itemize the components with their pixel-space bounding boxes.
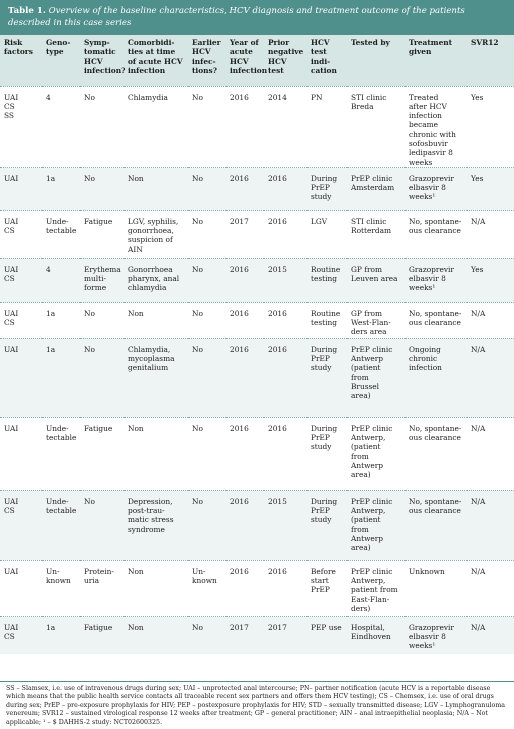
table-cell: Un- known [188,560,226,616]
table-cell: UAI CS [0,210,42,258]
table-cell: No [188,258,226,302]
table-cell: Unde- tectable [42,210,80,258]
table-cell: N/A [467,338,514,417]
table-cell: N/A [467,490,514,560]
table-cell: 2017 [264,616,307,654]
table-cell: Chlamydia, mycoplasma genitalium [124,338,188,417]
table-cell: GP from West-Flan- ders area [347,302,405,338]
table-cell: 2016 [226,490,264,560]
table-cell: Routine testing [307,302,347,338]
table-cell: During PrEP study [307,417,347,490]
table-cell: PrEP clinic Antwerp, (patient from Antwerp area) [347,490,405,560]
column-header: Risk factors [0,35,42,86]
column-header: Earlier HCV infec- tions? [188,35,226,86]
table-cell: UAI CS [0,490,42,560]
table-cell: 2016 [226,560,264,616]
table-caption [0,0,514,35]
table-cell: PN [307,86,347,167]
table-cell: Yes [467,86,514,167]
table-cell: 4 [42,258,80,302]
table-cell: N/A [467,560,514,616]
table-cell: 2016 [226,258,264,302]
table-cell: Unknown [405,560,467,616]
column-header: Symp- tomatic HCV infection? [80,35,124,86]
table-cell: No [188,417,226,490]
table-cell: Grazoprevir elbasvir 8 weeks¹ [405,167,467,210]
table-cell: Chlamydia [124,86,188,167]
table-cell: LGV, syphilis, gonorrhoea, suspicion of AIN [124,210,188,258]
table-cell: Grazoprevir elbasvir 8 weeks¹ [405,616,467,654]
table-cell: PrEP clinic Amsterdam [347,167,405,210]
table-row [0,616,514,654]
table-cell: 2016 [264,560,307,616]
table-cell: No [188,338,226,417]
table-cell: Ongoing chronic infection [405,338,467,417]
table-cell: STI clinic Rotterdam [347,210,405,258]
column-header: Tested by [347,35,405,86]
column-header: Year of acute HCV infection [226,35,264,86]
table-cell: UAI [0,338,42,417]
table-cell: No, spontane- ous clearance [405,417,467,490]
table-cell: 2016 [264,417,307,490]
table-cell: GP from Leuven area [347,258,405,302]
table-cell: 2017 [226,616,264,654]
table-cell: 2016 [264,302,307,338]
table-cell: 2015 [264,490,307,560]
table-cell: 2016 [226,86,264,167]
table-cell: 2016 [226,417,264,490]
table-cell: STI clinic Breda [347,86,405,167]
table-cell: Yes [467,167,514,210]
table-cell: Non [124,302,188,338]
table-cell: Non [124,417,188,490]
table-cell: 1a [42,167,80,210]
table-cell: No [80,490,124,560]
table-cell: No [188,490,226,560]
table-cell: No, spontane- ous clearance [405,490,467,560]
table-row [0,302,514,338]
table-cell: 4 [42,86,80,167]
table-cell: PrEP clinic Antwerp, patient from East-Flan- ders) [347,560,405,616]
table-row [0,490,514,560]
table-cell: UAI CS [0,616,42,654]
table-cell: N/A [467,616,514,654]
table-cell: UAI [0,417,42,490]
table-cell: Non [124,616,188,654]
table-cell: 2015 [264,258,307,302]
table-cell: PrEP clinic Antwerp, (patient from Antwerp area) [347,417,405,490]
table-cell: Protein- uria [80,560,124,616]
table-cell: Erythema multi- forme [80,258,124,302]
table-row [0,417,514,490]
table-cell: Un- known [42,560,80,616]
table-cell: Grazoprevir elbasvir 8 weeks¹ [405,258,467,302]
table-cell: During PrEP study [307,338,347,417]
caption-text: Overview of the baseline characteristics, HCV diagnosis and treatment outcome of the patients described in this case series [8,6,465,28]
table-cell: No, spontane- ous clearance [405,210,467,258]
table-cell: 1a [42,616,80,654]
table-cell: UAI CS [0,302,42,338]
patients-table [0,35,514,654]
table-cell: Non [124,560,188,616]
table-cell: Non [124,167,188,210]
table-cell: Treated after HCV infection became chronic with sofosbuvir ledipasvir 8 weeks [405,86,467,167]
column-header: Geno- type [42,35,80,86]
table-cell: Routine testing [307,258,347,302]
table-cell: UAI CS [0,258,42,302]
table-cell: 2016 [226,302,264,338]
table-row [0,86,514,167]
table-cell: No [188,302,226,338]
table-cell: No [80,302,124,338]
column-header: Treatment given [405,35,467,86]
table-cell: Before start PrEP [307,560,347,616]
table-row [0,338,514,417]
table-row [0,167,514,210]
table-cell: 1a [42,338,80,417]
table-cell: Hospital, Eindhoven [347,616,405,654]
table-cell: 2017 [226,210,264,258]
table-cell: LGV [307,210,347,258]
table-cell: 2014 [264,86,307,167]
table-cell: UAI [0,167,42,210]
table-cell: UAI CS SS [0,86,42,167]
table-cell: 2016 [264,167,307,210]
table-cell: 1a [42,302,80,338]
table-cell: Unde- tectable [42,490,80,560]
table-cell: 2016 [226,167,264,210]
table-cell: No [188,167,226,210]
table-cell: No [80,167,124,210]
table-cell: Fatigue [80,210,124,258]
table-cell: No [188,616,226,654]
table-header-row [0,35,514,86]
table-cell: 2016 [226,338,264,417]
table-cell: PEP use [307,616,347,654]
table-cell: 2016 [264,210,307,258]
table-cell: Unde- tectable [42,417,80,490]
table-cell: Depression, post-trau- matic stress syndrome [124,490,188,560]
table-row [0,210,514,258]
table-cell: No [80,86,124,167]
caption-label: Table 1. [8,6,46,16]
table-cell: N/A [467,210,514,258]
table-cell: No, spontane- ous clearance [405,302,467,338]
column-header: Prior negative HCV test [264,35,307,86]
table-footnote: SS – Slamsex, i.e. use of intravenous drugs during sex; UAI – unprotected anal intercourse; PN– partner notification (acute HCV is a reportable disease which means that the public health service contacts all traceable recent sex partners and offers them HCV testing); CS – Chemsex, i.e. use of oral drugs during sex; PrEP – pre-exposure prophylaxis for HIV; PEP – postexposure prophylaxis for HIV; STD – sexually transmitted disease; LGV – Lymphogranuloma venereum; SVR12 – sustained virological response 12 weeks after treatment; GP – general practitioner; AIN – anal intraepithelial neoplasia; N/A – Not applicable; ¹ – $ DAHHS-2 study: NCT02600325. [0,681,514,729]
table-row [0,560,514,616]
table-cell: Fatigue [80,417,124,490]
table-cell: Yes [467,258,514,302]
table-cell: UAI [0,560,42,616]
table-cell: N/A [467,302,514,338]
table-cell: During PrEP study [307,490,347,560]
table-cell: No [188,210,226,258]
table-cell: PrEP clinic Antwerp (patient from Brussel area) [347,338,405,417]
table-cell: Fatigue [80,616,124,654]
table-cell: No [80,338,124,417]
column-header: Comorbidi- ties at time of acute HCV infection [124,35,188,86]
table-cell: N/A [467,417,514,490]
table-cell: 2016 [264,338,307,417]
table-cell: Gonorrhoea pharynx, anal chlamydia [124,258,188,302]
table-row [0,258,514,302]
column-header: HCV test indi- cation [307,35,347,86]
table-cell: No [188,86,226,167]
column-header: SVR12 [467,35,514,86]
table-cell: During PrEP study [307,167,347,210]
